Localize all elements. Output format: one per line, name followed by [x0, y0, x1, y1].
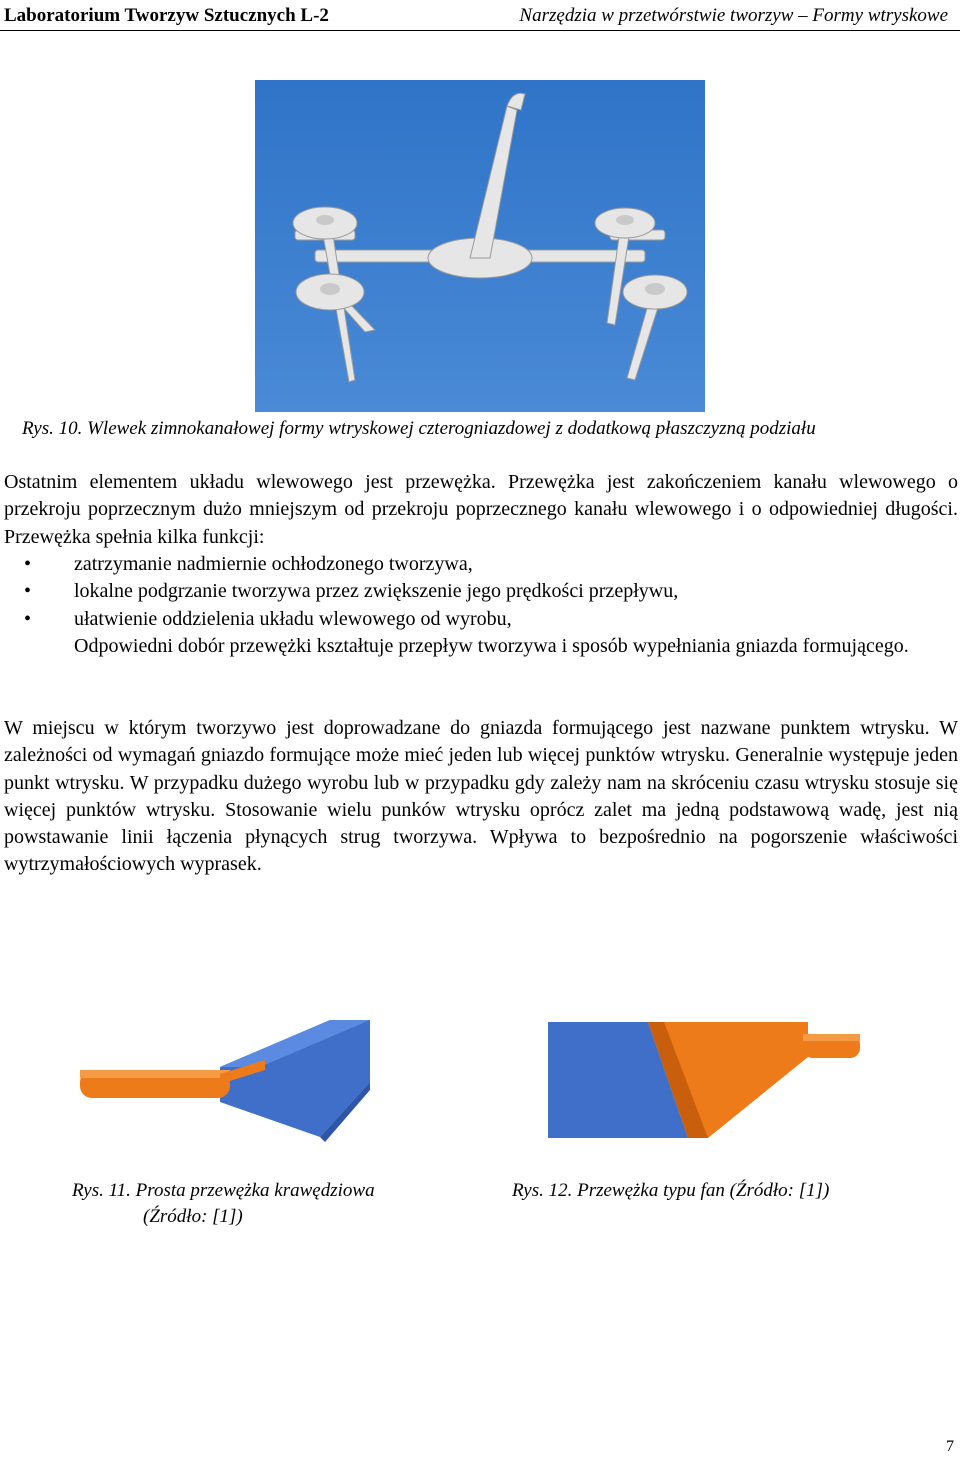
paragraph-gate-intro: Ostatnim elementem układu wlewowego jest przewężka. Przewężka jest zakończeniem kanału wlewowego o przekroju poprzecznym dużo mniejszym od przekroju poprzecznego kanału wlewowego i o odpowiedniej długości. Przewężka spełnia kilka funkcji: — [4, 471, 958, 548]
list-item — [0, 551, 958, 578]
bullet-icon: • — [24, 607, 32, 630]
header-section-title: Narzędzia w przetwórstwie tworzyw – Formy wtryskowe — [519, 5, 948, 26]
header-course-title: Laboratorium Tworzyw Sztucznych L-2 — [4, 5, 329, 26]
list-item-text: zatrzymanie nadmiernie ochłodzonego tworzywa, — [74, 553, 473, 575]
figure-10-caption: Rys. 10. Wlewek zimnokanałowej formy wtryskowej czterogniazdowej z dodatkową płaszczyzną podziału — [22, 418, 816, 439]
list-item — [0, 578, 958, 605]
figure-11-caption: Rys. 11. Prosta przewężka krawędziowa — [72, 1180, 375, 1201]
figure-10-photo — [255, 80, 705, 412]
list-continuation: Odpowiedni dobór przewężki kształtuje przepływ tworzywa i sposób wypełniania gniazda formującego. — [74, 634, 909, 657]
page-header — [0, 0, 960, 30]
gate-functions-list — [0, 551, 958, 660]
list-item-text: ułatwienie oddzielenia układu wlewowego od wyrobu, — [74, 607, 512, 630]
figure-11-caption-source: (Źródło: [1]) — [143, 1206, 243, 1227]
paragraph-injection-points: W miejscu w którym tworzywo jest doprowadzane do gniazda formującego jest nazwane punktem wtrysku. W zależności od wymagań gniazdo formujące może mieć jeden lub więcej punktów wtrysku. Generalnie występuje jeden punkt wtrysku. W przypadku dużego wyrobu lub w przypadku gdy zależy nam na skróceniu czasu wtrysku stosuje się więcej punktów wtrysku. Stosowanie wielu punków wtrysku oprócz zalet ma jedną podstawową wadę, jest nią powstawanie linii łączenia płynących strug tworzywa. Wpływa to bezpośrednio na pogorszenie właściwości wytrzymałościowych wyprasek. — [4, 717, 958, 876]
figure-12-fan-gate-image — [548, 1012, 860, 1138]
list-item-text: lokalne podgrzanie tworzywa przez zwiększenie jego prędkości przepływu, — [74, 580, 679, 603]
page-number: 7 — [946, 1438, 954, 1455]
bullet-icon: • — [24, 580, 32, 603]
bullet-icon: • — [24, 553, 32, 575]
figure-12-caption: Rys. 12. Przewężka typu fan (Źródło: [1]) — [512, 1180, 830, 1201]
figure-11-edge-gate-image — [80, 1012, 370, 1142]
header-divider — [0, 30, 960, 31]
list-item — [0, 606, 958, 633]
